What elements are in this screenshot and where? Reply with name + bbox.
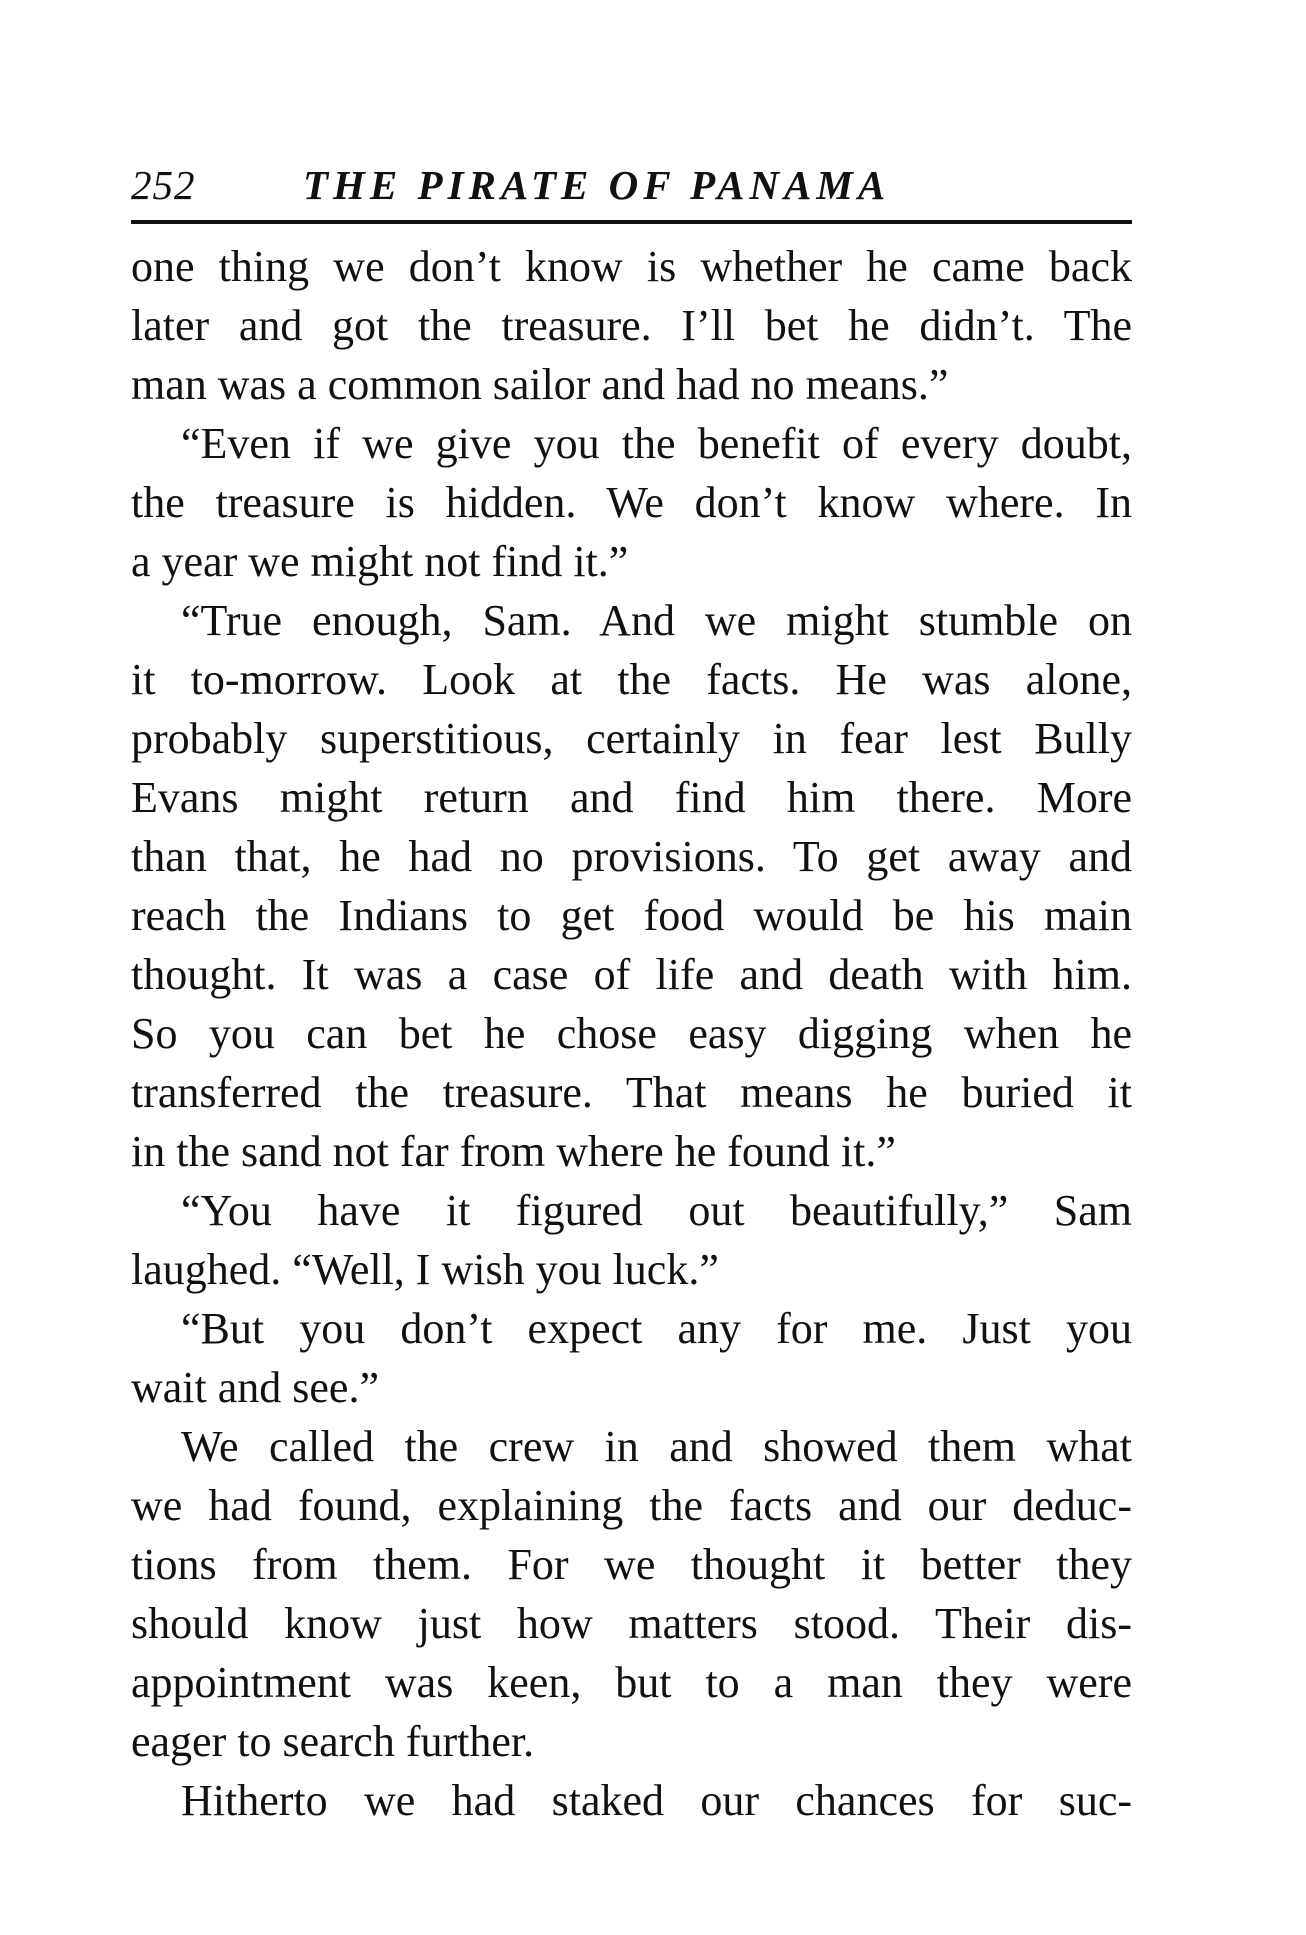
page-number: 252 — [131, 162, 196, 208]
text-line: the treasure is hidden. We don’t know where. In — [131, 478, 1132, 527]
text-line: eager to search further. — [131, 1717, 535, 1766]
text-line: a year we might not find it.” — [131, 537, 629, 586]
text-line: So you can bet he chose easy digging when he — [131, 1009, 1132, 1058]
text-line: “True enough, Sam. And we might stumble on — [181, 596, 1132, 645]
text-line: later and got the treasure. I’ll bet he didn’t. The — [131, 301, 1132, 350]
book-title: THE PIRATE OF PANAMA — [303, 162, 891, 208]
text-line: Evans might return and find him there. More — [131, 773, 1132, 822]
text-line: we had found, explaining the facts and our deduc- — [131, 1481, 1132, 1530]
text-line: one thing we don’t know is whether he came back — [131, 242, 1132, 291]
text-line: probably superstitious, certainly in fear lest Bully — [131, 714, 1132, 763]
text-line: We called the crew in and showed them what — [181, 1422, 1132, 1471]
text-line: “Even if we give you the benefit of every doubt, — [181, 419, 1132, 468]
body-text — [131, 237, 1132, 1830]
text-line: Hitherto we had staked our chances for suc- — [181, 1776, 1132, 1825]
text-line: in the sand not far from where he found it.” — [131, 1127, 896, 1176]
text-line: it to-morrow. Look at the facts. He was alone, — [131, 655, 1132, 704]
text-line: “But you don’t expect any for me. Just you — [181, 1304, 1132, 1353]
text-line: man was a common sailor and had no means.” — [131, 360, 949, 409]
text-line: reach the Indians to get food would be his main — [131, 891, 1132, 940]
running-head — [131, 157, 1131, 213]
text-line: should know just how matters stood. Their dis- — [131, 1599, 1132, 1648]
text-line: thought. It was a case of life and death with him. — [131, 950, 1132, 999]
header-rule — [131, 220, 1132, 224]
text-line: than that, he had no provisions. To get away and — [131, 832, 1132, 881]
text-line: wait and see.” — [131, 1363, 379, 1412]
text-line: laughed. “Well, I wish you luck.” — [131, 1245, 719, 1294]
text-line: appointment was keen, but to a man they were — [131, 1658, 1132, 1707]
text-line: tions from them. For we thought it better they — [131, 1540, 1132, 1589]
text-line: “You have it figured out beautifully,” Sam — [181, 1186, 1132, 1235]
text-line: transferred the treasure. That means he buried it — [131, 1068, 1132, 1117]
